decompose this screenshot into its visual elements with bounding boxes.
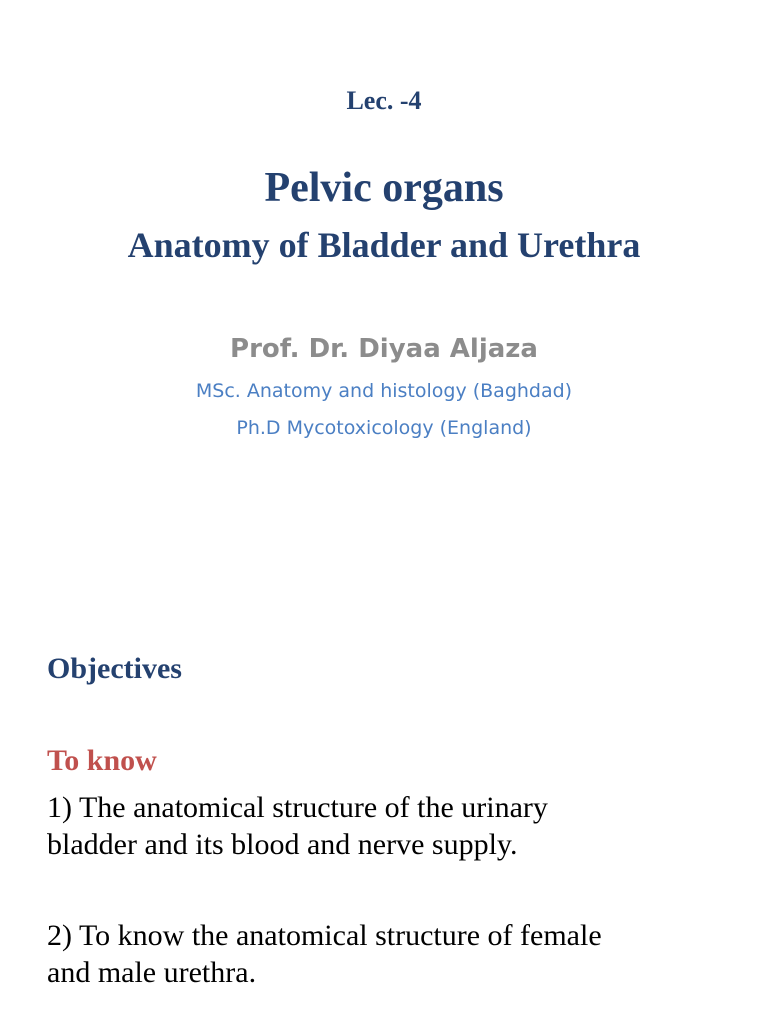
objective-item-bladder xyxy=(47,789,737,863)
objective-line: 2) To know the anatomical structure of female xyxy=(47,919,602,952)
to-know-label: To know xyxy=(47,744,157,777)
lecture-number: Lec. -4 xyxy=(346,86,422,115)
objective-line: bladder and its blood and nerve supply. xyxy=(47,828,518,861)
objective-line: 1) The anatomical structure of the urinary xyxy=(47,791,548,824)
credential-phd: Ph.D Mycotoxicology (England) xyxy=(236,417,532,439)
objectives-heading: Objectives xyxy=(47,652,182,685)
objective-line: and male urethra. xyxy=(47,956,257,989)
author-name: Prof. Dr. Diyaa Aljaza xyxy=(230,334,538,364)
credential-msc: MSc. Anatomy and histology (Baghdad) xyxy=(195,380,573,402)
main-title: Pelvic organs xyxy=(264,165,504,211)
subtitle: Anatomy of Bladder and Urethra xyxy=(127,225,641,265)
objective-item-urethra xyxy=(47,917,737,991)
